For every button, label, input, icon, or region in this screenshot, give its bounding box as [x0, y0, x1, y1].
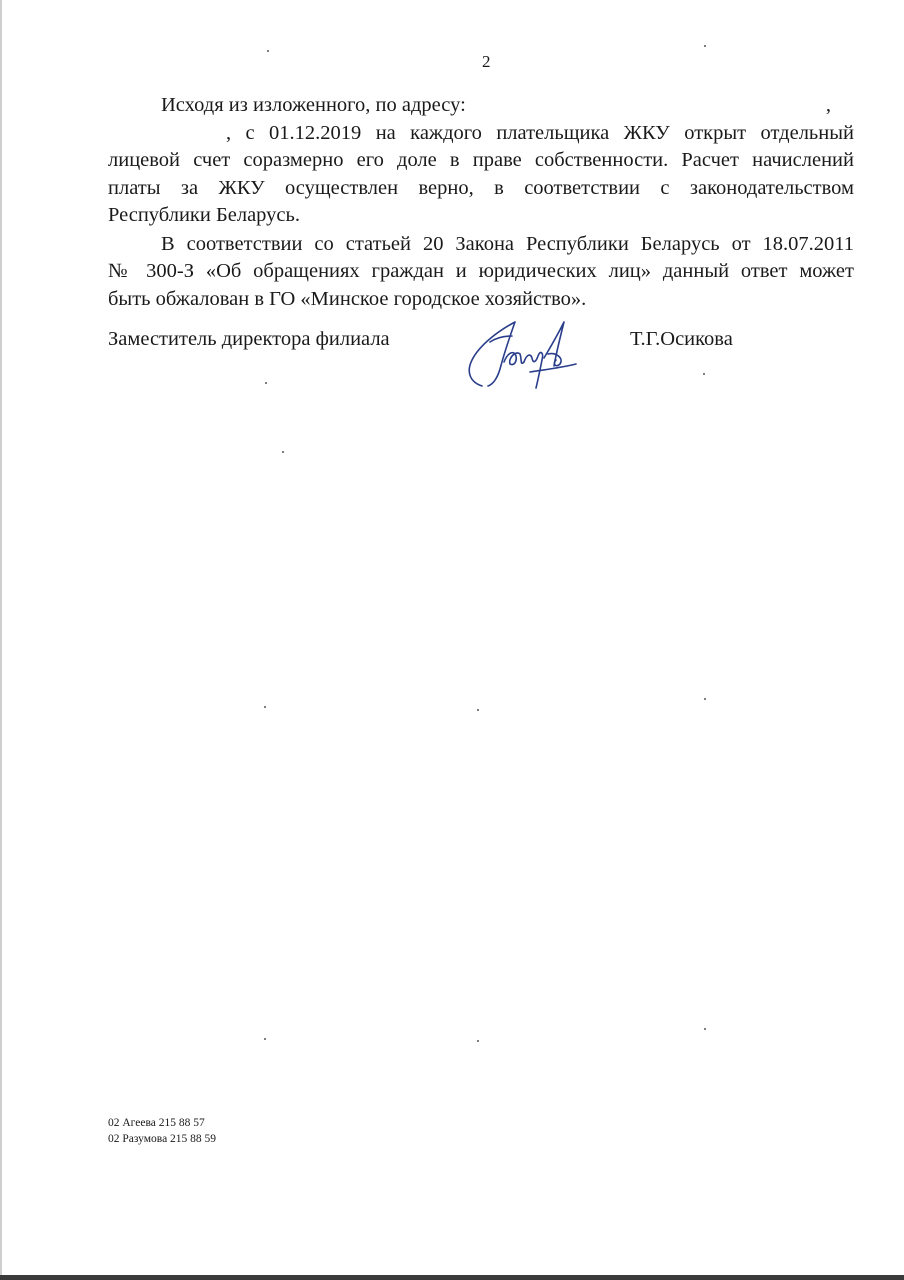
paragraph-address: [108, 92, 854, 230]
handwritten-signature: [460, 314, 590, 394]
scan-speck: [264, 706, 266, 708]
scan-speck: [264, 1038, 266, 1040]
scan-edge-bottom: [0, 1275, 904, 1280]
scan-speck: [704, 45, 706, 47]
paragraph-line: Республики Беларусь.: [108, 204, 300, 226]
scan-speck: [477, 709, 479, 711]
line-text: Исходя из изложенного, по адресу:: [161, 94, 466, 116]
contact-list: [108, 1115, 216, 1147]
scan-edge-left: [0, 0, 2, 1280]
paragraph-line: В соответствии со статьей 20 Закона Республики Беларусь от 18.07.2011: [161, 232, 854, 255]
line-text: ,: [825, 94, 831, 116]
scan-speck: [703, 373, 705, 375]
letter-body: [108, 92, 854, 313]
scan-speck: [704, 1028, 706, 1030]
scan-speck: [265, 382, 267, 384]
contact-line: 02 Разумова 215 88 59: [108, 1133, 217, 1145]
scan-speck: [704, 698, 706, 700]
scan-speck: [267, 50, 269, 52]
signatory-title: Заместитель директора филиала: [108, 328, 390, 350]
paragraph-line: № 300-З «Об обращениях граждан и юридических лиц» данный ответ может: [108, 260, 854, 282]
paragraph-line: платы за ЖКУ осуществлен верно, в соответствии с законодательством: [108, 176, 854, 199]
contact-line: 02 Агеева 215 88 57: [108, 1117, 205, 1129]
scan-speck: [282, 451, 284, 453]
paragraph-appeal: [108, 231, 854, 314]
paragraph-line: [108, 92, 854, 120]
scan-speck: [477, 1040, 479, 1042]
signatory-name: Т.Г.Осикова: [630, 328, 733, 350]
paragraph-line: , с 01.12.2019 на каждого плательщика ЖКУ открыт отдельный: [226, 121, 854, 144]
signature-block: [108, 328, 854, 388]
paragraph-line: быть обжалован в ГО «Минское городское хозяйство».: [108, 287, 587, 310]
paragraph-line: лицевой счет соразмерно его доле в праве собственности. Расчет начислений: [108, 149, 854, 171]
page-number: 2: [482, 52, 491, 71]
